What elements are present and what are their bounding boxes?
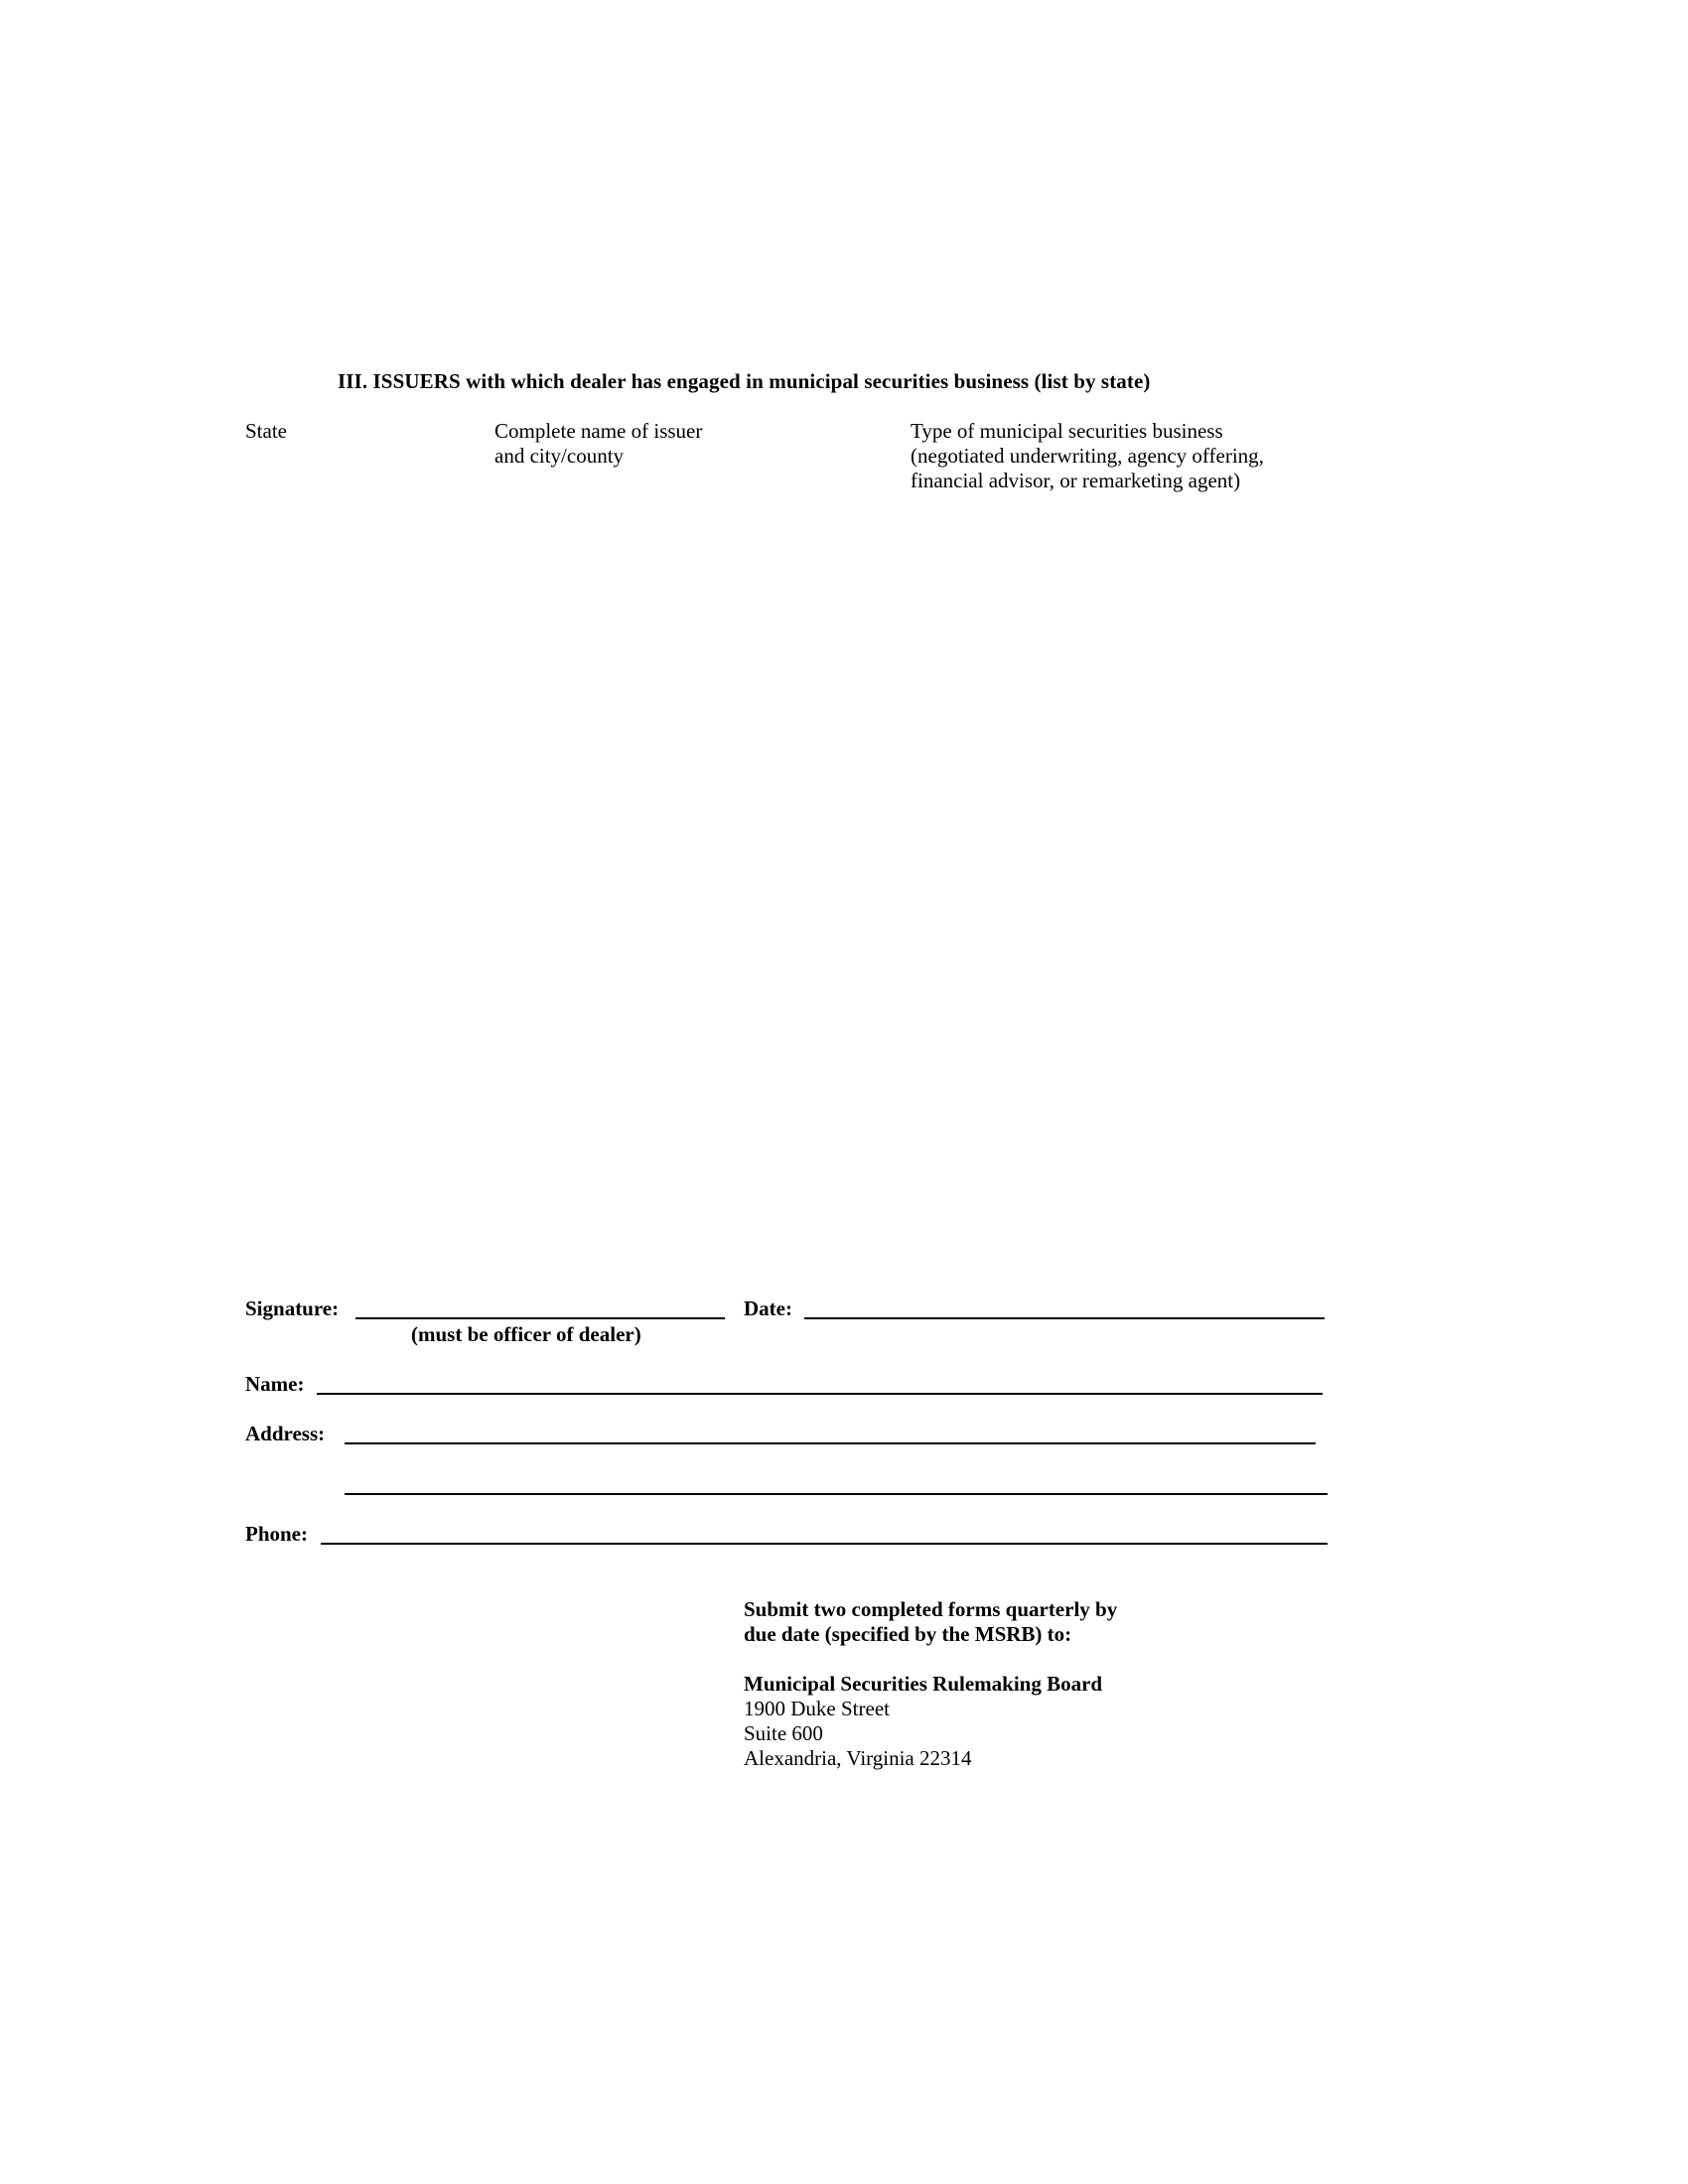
address-line: Alexandria, Virginia 22314: [744, 1746, 972, 1770]
column-header-issuer: [494, 419, 702, 469]
submission-instruction-line: Submit two completed forms quarterly by: [744, 1597, 1118, 1621]
phone-field[interactable]: [321, 1543, 1328, 1545]
column-header-issuer-line: Complete name of issuer: [494, 419, 703, 443]
column-header-business-type-line: financial advisor, or remarketing agent): [911, 469, 1241, 492]
column-header-state-line: State: [245, 419, 287, 443]
column-header-business-type-line: Type of municipal securities business: [911, 419, 1223, 443]
column-header-state: [245, 419, 287, 444]
date-field[interactable]: [804, 1317, 1325, 1319]
column-header-business-type-line: (negotiated underwriting, agency offering,: [911, 444, 1264, 468]
phone-label: Phone:: [245, 1522, 308, 1546]
address-line: 1900 Duke Street: [744, 1697, 890, 1720]
address-field-line-1[interactable]: [345, 1442, 1316, 1444]
organization-name: Municipal Securities Rulemaking Board: [744, 1672, 1103, 1696]
signature-label: Signature:: [245, 1297, 340, 1320]
address-field-line-2[interactable]: [345, 1493, 1328, 1495]
column-header-issuer-line: and city/county: [494, 444, 625, 468]
signature-field[interactable]: [355, 1317, 725, 1319]
submission-instructions: [744, 1597, 1117, 1647]
address-line: Suite 600: [744, 1721, 823, 1745]
date-label: Date:: [744, 1297, 792, 1320]
column-header-business-type: [911, 419, 1264, 493]
address-label: Address:: [245, 1422, 326, 1445]
section-heading: III. ISSUERS with which dealer has engaged in municipal securities business (list by state): [338, 369, 1151, 393]
mailing-address: [744, 1672, 1102, 1771]
name-label: Name:: [245, 1372, 305, 1396]
signature-note: (must be officer of dealer): [411, 1322, 641, 1346]
name-field[interactable]: [317, 1393, 1323, 1395]
submission-instruction-line: due date (specified by the MSRB) to:: [744, 1622, 1072, 1646]
